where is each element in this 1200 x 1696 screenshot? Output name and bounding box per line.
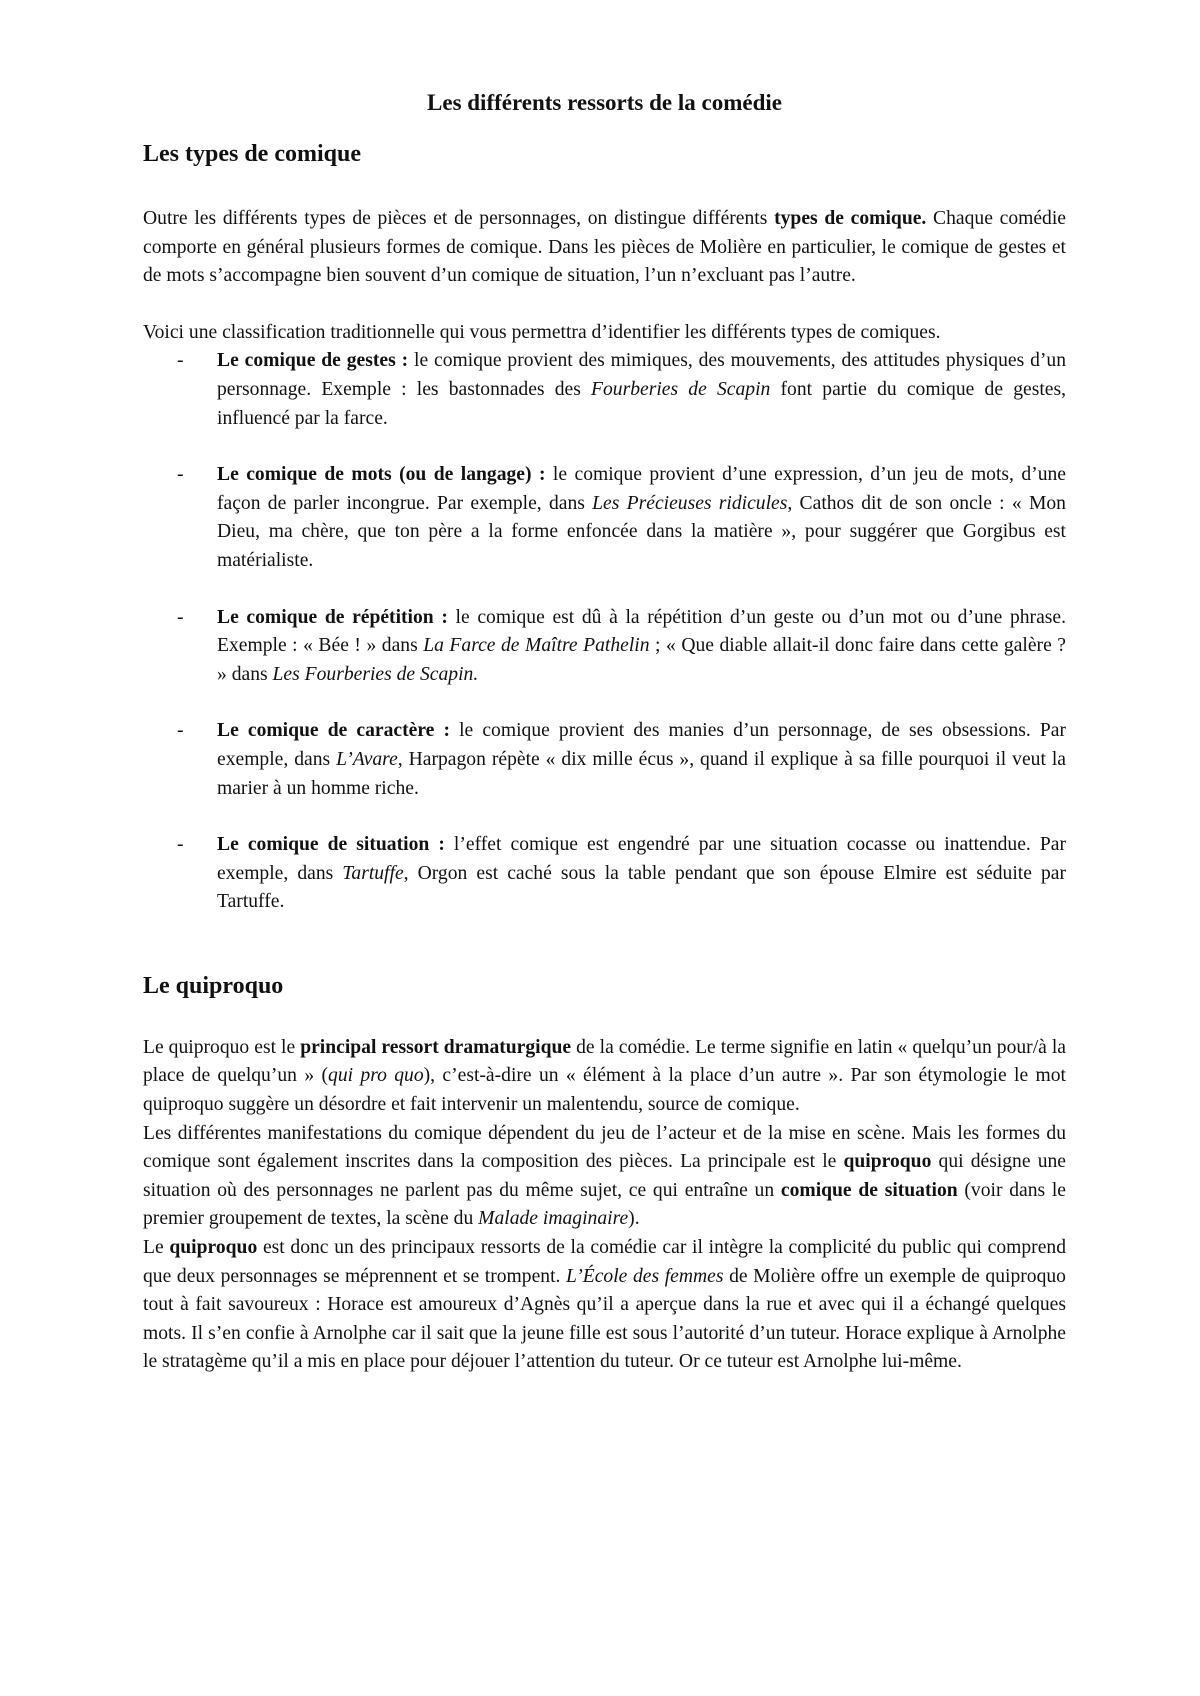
item-text: l’effet comique est engendré par une situation cocasse ou inattendue. Par exemple, dans <box>217 834 1066 884</box>
para-text: qui désigne une situation où des personnages ne parlent pas du même sujet, ce qui entraîne un <box>143 1151 1066 1201</box>
item-text: , Harpagon répète « dix mille écus », quand il explique à sa fille pourquoi il veut la marier à un homme riche. <box>217 748 1066 799</box>
dash-bullet: - <box>177 834 184 856</box>
quiproquo-paragraph-3 <box>143 1234 1066 1377</box>
item-italic-title: Les Fourberies de Scapin. <box>272 663 479 685</box>
item-text: ; « Que diable allait-il donc faire dans cette galère ? » dans <box>217 635 1066 685</box>
item-text: le comique provient des manies d’un personnage, de ses obsessions. Par exemple, dans <box>217 720 1066 770</box>
para-text: ), c’est-à-dire un « élément à la place d’un autre ». Par son étymologie le mot quiproquo suggère un désordre et fait intervenir un malentendu, source de comique. <box>143 1065 1066 1116</box>
item-italic-title: Les Précieuses ridicules <box>592 492 788 514</box>
section-heading-types-de-comique: Les types de comique <box>143 141 361 167</box>
list-item-repetition <box>143 604 1066 690</box>
list-item-situation <box>143 831 1066 917</box>
item-label: Le comique de caractère : <box>217 720 450 742</box>
para-text: Les différentes manifestations du comique dépendent du jeu de l’acteur et de la mise en scène. Mais les formes du comique sont également inscrites dans la composition des pièces. La principale est le <box>143 1122 1066 1173</box>
list-item-mots <box>143 461 1066 575</box>
item-label: Le comique de mots (ou de langage) : <box>217 464 546 486</box>
intro-bold-types: types de comique. <box>774 208 927 229</box>
item-label: Le comique de gestes : <box>217 350 409 372</box>
para-bold: quiproquo <box>843 1151 932 1173</box>
comique-types-list <box>143 347 1066 917</box>
list-item-gestes <box>143 347 1066 433</box>
document-title: Les différents ressorts de la comédie <box>427 90 782 115</box>
para-text: Le quiproquo est le <box>143 1036 301 1058</box>
para-text: est donc un des principaux ressorts de la comédie car il intègre la complicité du public qui comprend que deux personnages se méprennent et se trompent. <box>143 1237 1066 1287</box>
para-italic: Malade imaginaire <box>478 1208 629 1230</box>
item-text: le comique provient d’une expression, d’un jeu de mots, d’une façon de parler incongrue. Par exemple, dans <box>217 464 1066 514</box>
para-text: de la comédie. Le terme signifie en latin « quelqu’un pour/à la place de quelqu’un » ( <box>143 1036 1066 1087</box>
quiproquo-paragraph-2 <box>143 1120 1066 1234</box>
dash-bullet: - <box>177 606 184 628</box>
item-text: font partie du comique de gestes, influencé par la farce. <box>217 378 1066 429</box>
item-text: le comique est dû à la répétition d’un geste ou d’un mot ou d’une phrase. Exemple : « Bée ! » dans <box>217 606 1066 657</box>
para-text: ). <box>628 1208 640 1230</box>
item-text: , Cathos dit de son oncle : « Mon Dieu, ma chère, que ton père a la forme enfoncée dans la matière », pour suggérer que Gorgibus est matérialiste. <box>217 492 1066 571</box>
dash-bullet: - <box>177 464 184 486</box>
classification-paragraph: Voici une classification traditionnelle qui vous permettra d’identifier les différents types de comiques. <box>143 321 941 343</box>
para-italic: L’École des femmes <box>566 1265 724 1287</box>
para-text: Le <box>143 1237 170 1259</box>
item-text: le comique provient des mimiques, des mouvements, des attitudes physiques d’un personnage. Exemple : les bastonnades des <box>217 350 1066 400</box>
para-bold: principal ressort dramaturgique <box>300 1036 572 1058</box>
item-italic-title: Fourberies de Scapin <box>591 378 771 400</box>
dash-bullet: - <box>177 720 184 742</box>
intro-paragraph <box>143 205 1066 291</box>
para-text: (voir dans le premier groupement de textes, la scène du <box>143 1179 1067 1230</box>
item-label: Le comique de situation : <box>217 834 445 856</box>
intro-text-2: Chaque comédie comporte en général plusieurs formes de comique. Dans les pièces de Molière en particulier, le comique de gestes et de mots s’accompagne bien souvent d’un comique de situation, l’un n’excluant pas l’autre. <box>143 208 1066 287</box>
list-item-caractere <box>143 717 1066 803</box>
para-bold: quiproquo <box>169 1237 258 1259</box>
item-italic-title: Tartuffe <box>342 862 404 884</box>
item-label: Le comique de répétition : <box>217 606 448 628</box>
para-italic: qui pro quo <box>328 1065 424 1087</box>
dash-bullet: - <box>177 350 184 372</box>
para-bold: comique de situation <box>780 1179 958 1201</box>
quiproquo-paragraph-1 <box>143 1034 1066 1120</box>
item-italic-title: L’Avare <box>336 748 398 770</box>
section-heading-quiproquo: Le quiproquo <box>143 972 284 999</box>
item-italic-title: La Farce de Maître Pathelin <box>423 635 650 657</box>
intro-text-1: Outre les différents types de pièces et de personnages, on distingue différents <box>143 208 775 229</box>
item-text: , Orgon est caché sous la table pendant que son épouse Elmire est séduite par Tartuffe. <box>217 862 1066 913</box>
para-text: de Molière offre un exemple de quiproquo tout à fait savoureux : Horace est amoureux d’Agnès qu’il a aperçue dans la rue et avec qui il a échangé quelques mots. Il s’en confie à Arnolphe car il sait que la jeune fille est sous l’autorité d’un tuteur. Horace explique à Arnolphe le stratagème qu’il a mis en place pour déjouer l’attention du tuteur. Or ce tuteur est Arnolphe lui-même. <box>143 1265 1066 1373</box>
